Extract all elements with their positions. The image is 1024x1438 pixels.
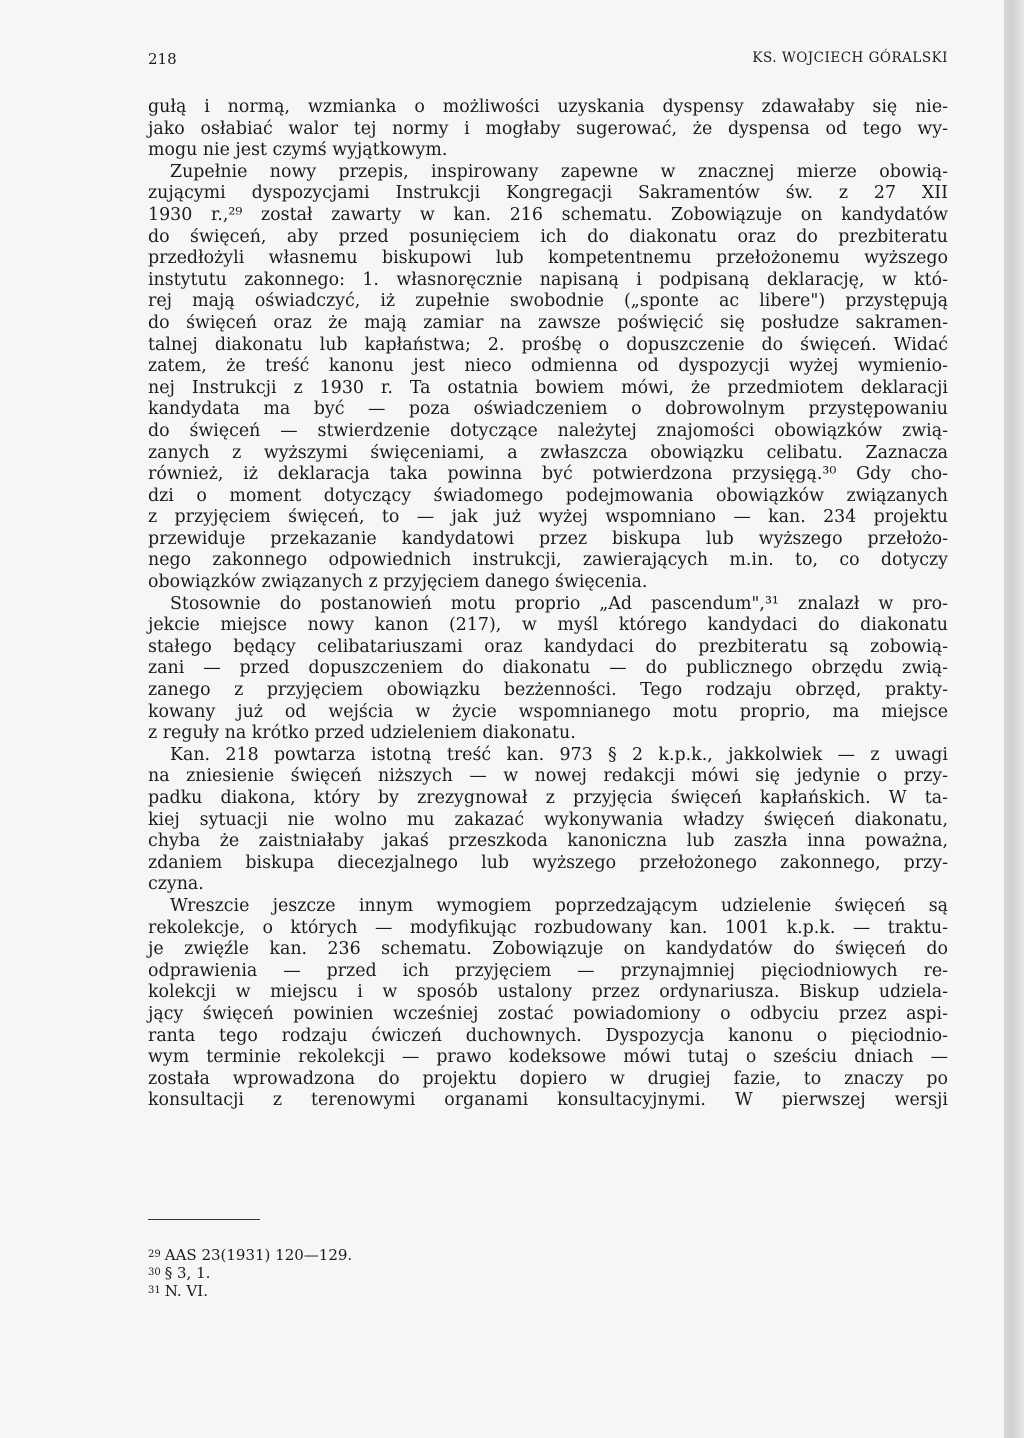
text-line: rej mają oświadczyć, iż zupełnie swobodnie („sponte ac libere") przystępują [148, 291, 948, 312]
text-line: kolekcji w miejscu i w sposób ustalony przez ordynariusza. Biskup udziela- [148, 982, 948, 1003]
text-line: zani — przed dopuszczeniem do diakonatu — do publicznego obrzędu zwią- [148, 658, 948, 679]
text-line: instytutu zakonnego: 1. własnoręcznie napisaną i podpisaną deklarację, w któ- [148, 269, 948, 290]
text-line: przedłożyli własnemu biskupowi lub kompetentnemu przełożonemu wyższego [148, 248, 948, 269]
footnote-mark: 31 [148, 1285, 161, 1296]
text-line: do święceń, aby przed posunięciem ich do diakonatu oraz do prezbiteratu [148, 226, 948, 247]
text-line: do święceń oraz że mają zamiar na zawsze poświęcić się posłudze sakramen- [148, 312, 948, 333]
footnote-mark: 29 [148, 1249, 161, 1260]
text-line: odprawienia — przed ich przyjęciem — przynajmniej pięciodniowych re- [148, 960, 948, 981]
page-edge [1004, 0, 1024, 1438]
text-line: 1930 r.,²⁹ został zawarty w kan. 216 schematu. Zobowiązuje on kandydatów [148, 204, 948, 225]
text-line: z reguły na krótko przed udzieleniem diakonatu. [148, 723, 576, 744]
text-line: wym terminie rekolekcji — prawo kodeksowe mówi tutaj o sześciu dniach — [148, 1047, 948, 1068]
page-number: 218 [148, 50, 177, 68]
text-line: Kan. 218 powtarza istotną treść kan. 973 § 2 k.p.k., jakkolwiek — z uwagi [170, 744, 948, 765]
text-line: mogu nie jest czymś wyjątkowym. [148, 140, 448, 161]
footnote [148, 1282, 352, 1300]
footnote-rule [148, 1219, 260, 1220]
footnotes [148, 1246, 352, 1300]
text-line: nego zakonnego odpowiednich instrukcji, zawierających m.in. to, co dotyczy [148, 550, 948, 571]
text-line: jący święceń powinien wcześniej zostać powiadomiony o odbyciu przez aspi- [148, 1003, 948, 1024]
text-line: do święceń — stwierdzenie dotyczące należytej znajomości obowiązków zwią- [148, 420, 948, 441]
page-header [148, 50, 948, 72]
text-line: zdaniem biskupa diecezjalnego lub wyższego przełożonego zakonnego, przy- [148, 852, 948, 873]
footnote [148, 1246, 352, 1264]
text-line: Stosownie do postanowień motu proprio „Ad pascendum",³¹ znalazł w pro- [170, 593, 948, 614]
text-line: została wprowadzona do projektu dopiero w drugiej fazie, to znaczy po [148, 1068, 948, 1089]
text-line: jako osłabiać walor tej normy i mogłaby sugerować, że dyspensa od tego wy- [148, 118, 948, 139]
text-line: zującymi dyspozycjami Instrukcji Kongregacji Sakramentów św. z 27 XII [148, 183, 948, 204]
text-line: dzi o moment dotyczący świadomego podejmowania obowiązków związanych [148, 485, 948, 506]
footnote-text: § 3, 1. [164, 1264, 211, 1282]
running-head: KS. WOJCIECH GÓRALSKI [752, 50, 948, 66]
text-line: zanego z przyjęciem obowiązku bezżenności. Tego rodzaju obrzęd, prakty- [148, 680, 948, 701]
text-line: Wreszcie jeszcze innym wymogiem poprzedzającym udzielenie święceń są [170, 895, 948, 916]
text-line: je zwięźle kan. 236 schematu. Zobowiązuje on kandydatów do święceń do [148, 939, 948, 960]
text-line: przewiduje przekazanie kandydatowi przez biskupa lub wyższego przełożo- [148, 528, 948, 549]
text-line: stałego będący celibatariuszami oraz kandydaci do prezbiteratu są zobowią- [148, 636, 948, 657]
body-text [148, 97, 948, 1112]
text-line: obowiązków związanych z przyjęciem danego święcenia. [148, 572, 648, 593]
text-line: rekolekcje, o których — modyfikując rozbudowany kan. 1001 k.p.k. — traktu- [148, 917, 948, 938]
text-line: nej Instrukcji z 1930 r. Ta ostatnia bowiem mówi, że przedmiotem deklaracji [148, 377, 948, 398]
footnote-mark: 30 [148, 1267, 161, 1278]
text-line: padku diakona, który by zrezygnował z przyjęcia święceń kapłańskich. W ta- [148, 788, 948, 808]
text-line: ranta tego rodzaju ćwiczeń duchownych. Dyspozycja kanonu o pięciodnio- [148, 1025, 948, 1046]
footnote-text: AAS 23(1931) 120—129. [164, 1246, 353, 1264]
text-line: na zniesienie święceń niższych — w nowej redakcji mówi się jedynie o przy- [148, 766, 948, 787]
text-line: talnej diakonatu lub kapłaństwa; 2. prośbę o dopuszczenie do święceń. Widać [148, 334, 948, 355]
footnote [148, 1264, 352, 1282]
text-line: kiej sytuacji nie wolno mu zakazać wykonywania władzy święceń diakonatu, [148, 809, 948, 830]
text-line: konsultacji z terenowymi organami konsultacyjnymi. W pierwszej wersji [148, 1090, 948, 1111]
text-line: kowany już od wejścia w życie wspomnianego motu proprio, ma miejsce [148, 701, 948, 722]
text-line: chyba że zaistniałaby jakaś przeszkoda kanoniczna lub zaszła inna poważna, [148, 831, 948, 852]
text-line: kandydata ma być — poza oświadczeniem o dobrowolnym przystępowaniu [148, 399, 948, 420]
footnote-text: N. VI. [164, 1282, 208, 1300]
text-line: z przyjęciem święceń, to — jak już wyżej wspomniano — kan. 234 projektu [148, 507, 948, 528]
text-line: Zupełnie nowy przepis, inspirowany zapewne w znacznej mierze obowią- [170, 161, 948, 182]
text-line: zatem, że treść kanonu jest nieco odmienna od dyspozycji wyżej wymienio- [148, 356, 948, 377]
text-line: gułą i normą, wzmianka o możliwości uzyskania dyspensy zdawałaby się nie- [148, 97, 948, 117]
text-line: czyna. [148, 874, 204, 895]
text-line: jekcie miejsce nowy kanon (217), w myśl którego kandydaci do diakonatu [148, 615, 948, 636]
text-line: również, iż deklaracja taka powinna być potwierdzona przysięgą.³⁰ Gdy cho- [148, 464, 948, 485]
text-line: zanych z wyższymi święceniami, a zwłaszcza obowiązku celibatu. Zaznacza [148, 442, 948, 463]
